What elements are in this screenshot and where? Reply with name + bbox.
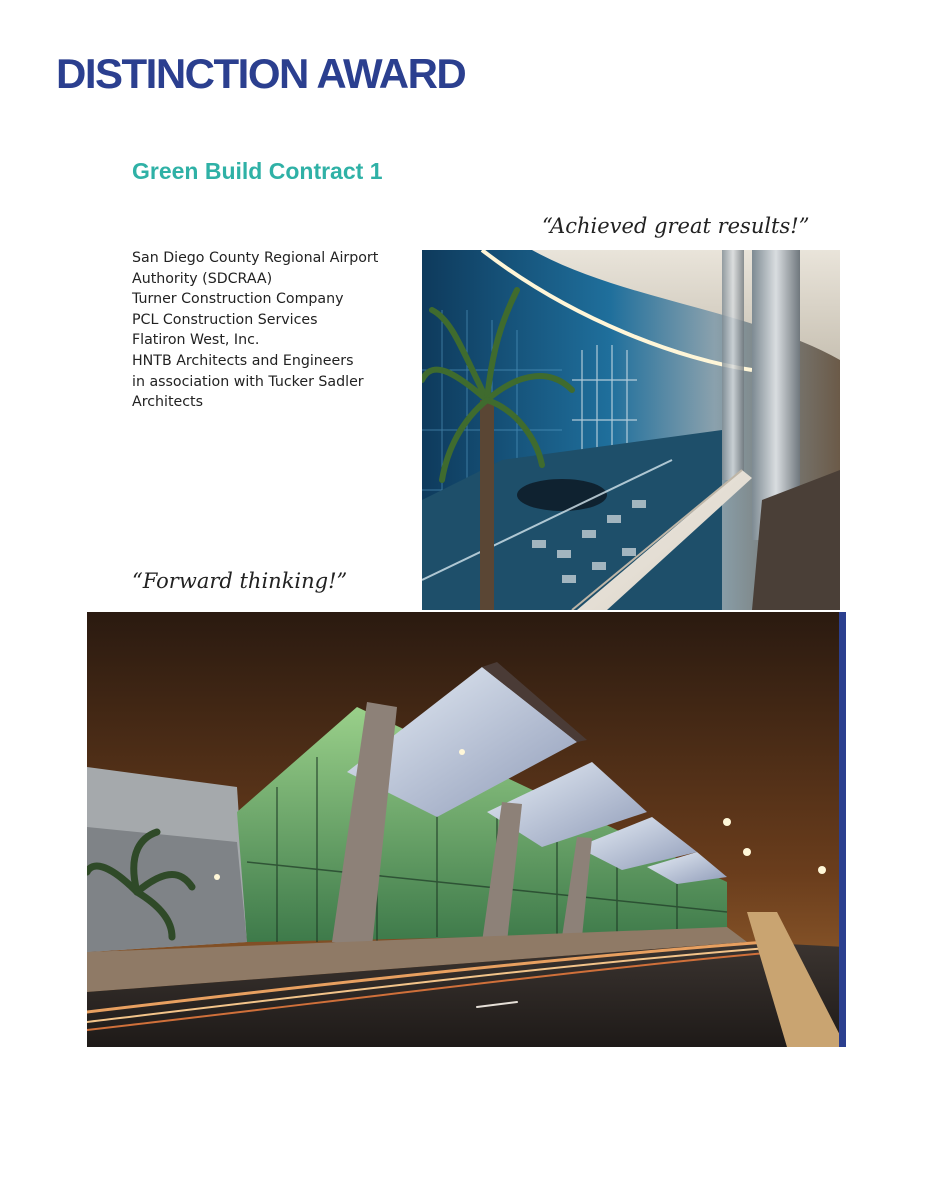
- team-line: Flatiron West, Inc.: [132, 332, 260, 349]
- exterior-terminal-photo: [87, 612, 846, 1047]
- award-title: DISTINCTION AWARD: [56, 50, 466, 97]
- interior-terminal-photo: [422, 250, 840, 610]
- quote-achieved: “Achieved great results!”: [542, 214, 810, 238]
- team-line: San Diego County Regional Airport: [132, 250, 379, 266]
- quote-forward: “Forward thinking!”: [132, 569, 348, 593]
- team-line: in association with Tucker Sadler: [132, 373, 364, 390]
- project-team-list: [132, 248, 402, 413]
- team-line: Authority (SDCRAA): [132, 270, 273, 287]
- team-line: Architects: [132, 394, 204, 411]
- team-line: Turner Construction Company: [132, 291, 344, 308]
- team-line: HNTB Architects and Engineers: [132, 352, 354, 369]
- project-title: Green Build Contract 1: [132, 158, 383, 184]
- team-line: PCL Construction Services: [132, 311, 318, 328]
